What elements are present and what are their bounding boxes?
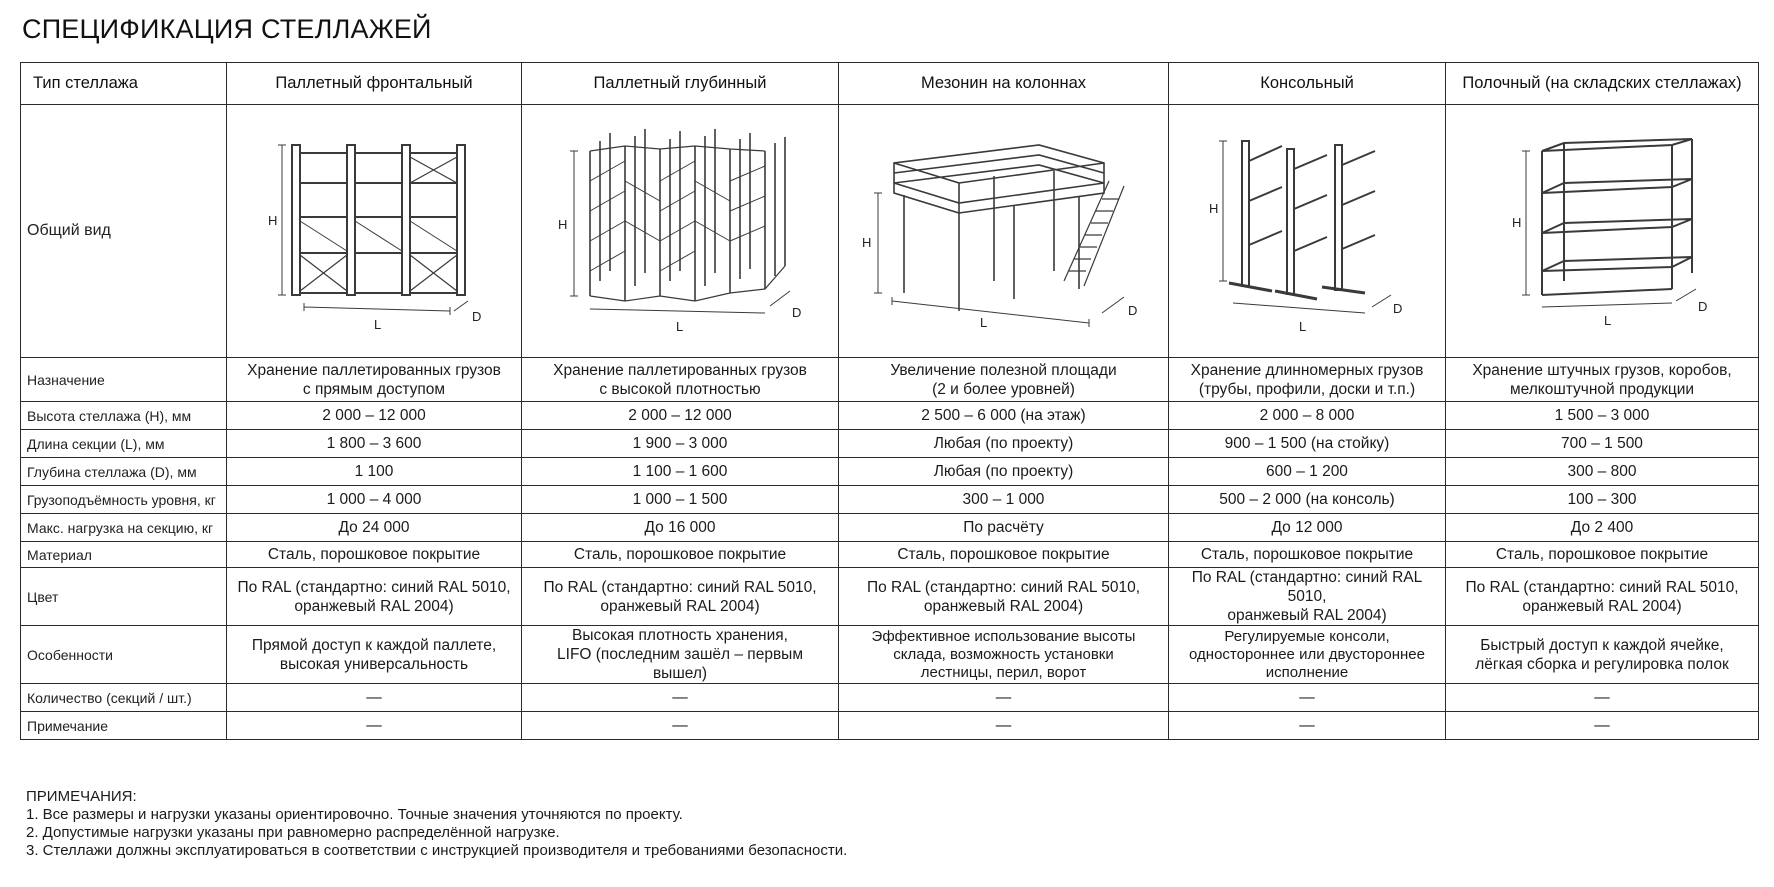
table-cell bbox=[522, 712, 839, 740]
cell-line: До 24 000 bbox=[338, 519, 410, 536]
cell-line: с высокой плотностью bbox=[599, 380, 761, 398]
table-cell bbox=[839, 402, 1169, 430]
cell-line: 1 000 – 1 500 bbox=[632, 491, 728, 508]
table-cell bbox=[1446, 712, 1759, 740]
dim-l: L bbox=[979, 315, 987, 330]
cell-line: 2 000 – 8 000 bbox=[1259, 407, 1355, 424]
table-cell bbox=[1446, 458, 1759, 486]
table-cell bbox=[1446, 684, 1759, 712]
cell-line: Регулируемые консоли, bbox=[1224, 627, 1390, 645]
cell-line: По расчёту bbox=[963, 519, 1044, 536]
table-cell bbox=[522, 684, 839, 712]
row-height bbox=[21, 402, 1759, 430]
cell-line: 1 800 – 3 600 bbox=[326, 435, 422, 452]
table-cell bbox=[227, 486, 522, 514]
table-cell bbox=[1446, 358, 1759, 402]
cell-line: — bbox=[1594, 689, 1610, 706]
cell-line: Хранение паллетированных грузов bbox=[553, 361, 807, 379]
row-label: Количество (секций / шт.) bbox=[21, 684, 227, 712]
table-cell bbox=[227, 514, 522, 542]
table-cell bbox=[1169, 626, 1446, 684]
table-cell bbox=[839, 568, 1169, 626]
row-label: Примечание bbox=[21, 712, 227, 740]
table-cell bbox=[1169, 358, 1446, 402]
table-cell bbox=[522, 542, 839, 568]
row-quantity bbox=[21, 684, 1759, 712]
cell-line: одностороннее или двустороннее bbox=[1189, 645, 1425, 663]
cell-line: 1 500 – 3 000 bbox=[1554, 407, 1650, 424]
header-mezzanine: Мезонин на колоннах bbox=[839, 63, 1169, 105]
cell-line: По RAL (стандартно: синий RAL 5010, bbox=[1465, 578, 1739, 596]
cell-line: 2 500 – 6 000 (на этаж) bbox=[921, 407, 1086, 424]
row-level-capacity bbox=[21, 486, 1759, 514]
header-pallet-front: Паллетный фронтальный bbox=[227, 63, 522, 105]
image-row-label: Общий вид bbox=[21, 105, 227, 358]
cantilever-image bbox=[1187, 121, 1427, 341]
cell-line: — bbox=[366, 717, 382, 734]
dim-d: D bbox=[1698, 299, 1708, 314]
row-label: Высота стеллажа (H), мм bbox=[21, 402, 227, 430]
note-item: 3. Стеллажи должны эксплуатироваться в соответствии с инструкцией производителя и требованиями безопасности. bbox=[26, 842, 848, 859]
table-cell bbox=[522, 402, 839, 430]
dim-h: H bbox=[1209, 201, 1219, 216]
cell-line: — bbox=[672, 717, 688, 734]
cell-line: мелкоштучной продукции bbox=[1509, 380, 1695, 398]
cell-line: Высокая плотность хранения, bbox=[572, 627, 788, 644]
table-cell bbox=[839, 486, 1169, 514]
cell-line: лестницы, перил, ворот bbox=[920, 663, 1087, 681]
table-cell bbox=[839, 458, 1169, 486]
cell-line: 1 000 – 4 000 bbox=[326, 491, 422, 508]
cell-line: 2 000 – 12 000 bbox=[322, 407, 426, 424]
cell-line: По RAL (стандартно: синий RAL 5010, bbox=[543, 578, 817, 596]
cell-line: — bbox=[995, 717, 1012, 734]
cell-line: Сталь, порошковое покрытие bbox=[267, 546, 481, 563]
table-cell bbox=[522, 514, 839, 542]
image-row bbox=[21, 105, 1759, 358]
note-item: 1. Все размеры и нагрузки указаны ориентировочно. Точные значения уточняются по проекту. bbox=[26, 806, 683, 823]
pallet-front-rack-image bbox=[254, 121, 494, 341]
dim-h: H bbox=[1512, 215, 1522, 230]
cell-line: (2 и более уровней) bbox=[932, 380, 1075, 398]
table-cell bbox=[227, 430, 522, 458]
table-cell bbox=[227, 402, 522, 430]
table-cell bbox=[839, 542, 1169, 568]
table-cell bbox=[839, 712, 1169, 740]
table-cell bbox=[227, 568, 522, 626]
table-cell bbox=[1446, 486, 1759, 514]
cell-line: Сталь, порошковое покрытие bbox=[1200, 546, 1414, 563]
cell-line: 1 900 – 3 000 bbox=[632, 435, 728, 452]
table-cell bbox=[839, 626, 1169, 684]
cell-line: Сталь, порошковое покрытие bbox=[573, 546, 787, 563]
cell-line: 300 – 1 000 bbox=[962, 491, 1045, 508]
cell-line: — bbox=[1594, 717, 1610, 734]
cell-line: оранжевый RAL 2004) bbox=[923, 597, 1084, 615]
table-cell bbox=[1169, 430, 1446, 458]
cell-line: — bbox=[366, 689, 382, 706]
cell-line: 900 – 1 500 (на стойку) bbox=[1224, 435, 1390, 452]
table-cell bbox=[1446, 568, 1759, 626]
notes-heading: ПРИМЕЧАНИЯ: bbox=[26, 788, 137, 805]
cell-line: оранжевый RAL 2004) bbox=[294, 597, 454, 615]
cell-line: склада, возможность установки bbox=[893, 645, 1114, 663]
table-cell bbox=[1446, 542, 1759, 568]
shelving-image bbox=[1482, 121, 1722, 341]
table-cell bbox=[522, 430, 839, 458]
row-label: Цвет bbox=[21, 568, 227, 626]
table-cell bbox=[227, 684, 522, 712]
table-cell bbox=[839, 514, 1169, 542]
row-label: Длина секции (L), мм bbox=[21, 430, 227, 458]
cell-line: — bbox=[1299, 717, 1315, 734]
shelving-drawing bbox=[1446, 105, 1759, 358]
table-cell bbox=[839, 430, 1169, 458]
dim-l: L bbox=[676, 319, 684, 334]
cell-line: 2 000 – 12 000 bbox=[628, 407, 732, 424]
note-item: 2. Допустимые нагрузки указаны при равномерно распределённой нагрузке. bbox=[26, 824, 560, 841]
table-cell bbox=[1446, 430, 1759, 458]
dim-d: D bbox=[1393, 301, 1403, 316]
pallet-front-drawing bbox=[227, 105, 522, 358]
header-type: Тип стеллажа bbox=[21, 63, 227, 105]
table-cell bbox=[227, 712, 522, 740]
pallet-deep-drawing bbox=[522, 105, 839, 358]
table-cell bbox=[1169, 514, 1446, 542]
cell-line: Хранение штучных грузов, коробов, bbox=[1472, 361, 1732, 379]
spec-table bbox=[20, 62, 1759, 740]
cell-line: оранжевый RAL 2004) bbox=[1227, 607, 1387, 624]
table-cell bbox=[1169, 458, 1446, 486]
cell-line: 100 – 300 bbox=[1567, 491, 1637, 508]
table-cell bbox=[522, 626, 839, 684]
cell-line: 500 – 2 000 (на консоль) bbox=[1219, 491, 1395, 508]
row-features bbox=[21, 626, 1759, 684]
table-cell bbox=[1169, 684, 1446, 712]
table-cell bbox=[227, 542, 522, 568]
dim-h: H bbox=[558, 217, 568, 232]
dim-h: H bbox=[268, 213, 278, 228]
row-color bbox=[21, 568, 1759, 626]
header-row bbox=[21, 63, 1759, 105]
pallet-deep-rack-image bbox=[540, 121, 820, 341]
header-cantilever: Консольный bbox=[1169, 63, 1446, 105]
table-cell bbox=[522, 358, 839, 402]
row-label: Грузоподъёмность уровня, кг bbox=[21, 486, 227, 514]
table-cell bbox=[227, 458, 522, 486]
row-section-load bbox=[21, 514, 1759, 542]
table-cell bbox=[1169, 568, 1446, 626]
cell-line: LIFO (последним зашёл – первым вышел) bbox=[557, 646, 803, 682]
row-note bbox=[21, 712, 1759, 740]
header-shelving: Полочный (на складских стеллажах) bbox=[1446, 63, 1759, 105]
dim-l: L bbox=[1604, 313, 1612, 328]
table-cell bbox=[522, 458, 839, 486]
cell-line: 700 – 1 500 bbox=[1561, 435, 1643, 452]
cell-line: Быстрый доступ к каждой ячейке, bbox=[1480, 636, 1724, 654]
table-cell bbox=[1169, 542, 1446, 568]
cell-line: По RAL (стандартно: синий RAL 5010, bbox=[1191, 569, 1423, 605]
dim-h: H bbox=[861, 235, 871, 250]
row-label: Глубина стеллажа (D), мм bbox=[21, 458, 227, 486]
cell-line: оранжевый RAL 2004) bbox=[1522, 597, 1682, 615]
cell-line: высокая универсальность bbox=[279, 655, 469, 673]
table-cell bbox=[839, 684, 1169, 712]
table-cell bbox=[1446, 626, 1759, 684]
cell-line: 600 – 1 200 bbox=[1266, 463, 1348, 480]
table-cell bbox=[1169, 402, 1446, 430]
table-cell bbox=[1446, 514, 1759, 542]
row-label: Назначение bbox=[21, 358, 227, 402]
table-cell bbox=[1446, 402, 1759, 430]
cantilever-drawing bbox=[1169, 105, 1446, 358]
cell-line: — bbox=[1299, 689, 1315, 706]
dim-d: D bbox=[792, 305, 802, 320]
notes bbox=[26, 788, 847, 860]
cell-line: лёгкая сборка и регулировка полок bbox=[1475, 655, 1729, 673]
row-depth bbox=[21, 458, 1759, 486]
cell-line: По RAL (стандартно: синий RAL 5010, bbox=[866, 578, 1141, 596]
row-label: Особенности bbox=[21, 626, 227, 684]
cell-line: По RAL (стандартно: синий RAL 5010, bbox=[237, 578, 511, 596]
table-cell bbox=[1169, 486, 1446, 514]
cell-line: До 12 000 bbox=[1271, 519, 1343, 536]
mezzanine-image bbox=[854, 121, 1154, 341]
cell-line: Любая (по проекту) bbox=[933, 463, 1074, 480]
cell-line: Сталь, порошковое покрытие bbox=[897, 546, 1110, 563]
cell-line: Хранение паллетированных грузов bbox=[247, 361, 501, 379]
mezzanine-drawing bbox=[839, 105, 1169, 358]
cell-line: Увеличение полезной площади bbox=[890, 361, 1117, 379]
row-length bbox=[21, 430, 1759, 458]
table-cell bbox=[227, 358, 522, 402]
cell-line: Сталь, порошковое покрытие bbox=[1495, 546, 1709, 563]
dim-l: L bbox=[374, 317, 382, 332]
cell-line: Эффективное использование высоты bbox=[871, 627, 1136, 645]
table-cell bbox=[522, 568, 839, 626]
cell-line: с прямым доступом bbox=[302, 380, 446, 398]
cell-line: Любая (по проекту) bbox=[933, 435, 1074, 452]
row-label: Макс. нагрузка на секцию, кг bbox=[21, 514, 227, 542]
cell-line: — bbox=[672, 689, 688, 706]
page-title: СПЕЦИФИКАЦИЯ СТЕЛЛАЖЕЙ bbox=[22, 14, 432, 44]
table-cell bbox=[839, 358, 1169, 402]
row-label: Материал bbox=[21, 542, 227, 568]
cell-line: исполнение bbox=[1265, 663, 1349, 681]
dim-d: D bbox=[1127, 303, 1137, 318]
dim-d: D bbox=[472, 309, 482, 324]
table-cell bbox=[1169, 712, 1446, 740]
table-cell bbox=[522, 486, 839, 514]
cell-line: Прямой доступ к каждой паллете, bbox=[251, 636, 497, 654]
header-pallet-deep: Паллетный глубинный bbox=[522, 63, 839, 105]
cell-line: 300 – 800 bbox=[1567, 463, 1637, 480]
row-purpose bbox=[21, 358, 1759, 402]
cell-line: оранжевый RAL 2004) bbox=[600, 597, 760, 615]
table-cell bbox=[227, 626, 522, 684]
row-material bbox=[21, 542, 1759, 568]
cell-line: 1 100 – 1 600 bbox=[632, 463, 728, 480]
cell-line: 1 100 bbox=[354, 463, 394, 480]
cell-line: (трубы, профили, доски и т.п.) bbox=[1198, 380, 1416, 398]
dim-l: L bbox=[1299, 319, 1307, 334]
cell-line: До 2 400 bbox=[1570, 519, 1634, 536]
cell-line: — bbox=[995, 689, 1012, 706]
cell-line: До 16 000 bbox=[644, 519, 716, 536]
cell-line: Хранение длинномерных грузов bbox=[1190, 361, 1424, 379]
